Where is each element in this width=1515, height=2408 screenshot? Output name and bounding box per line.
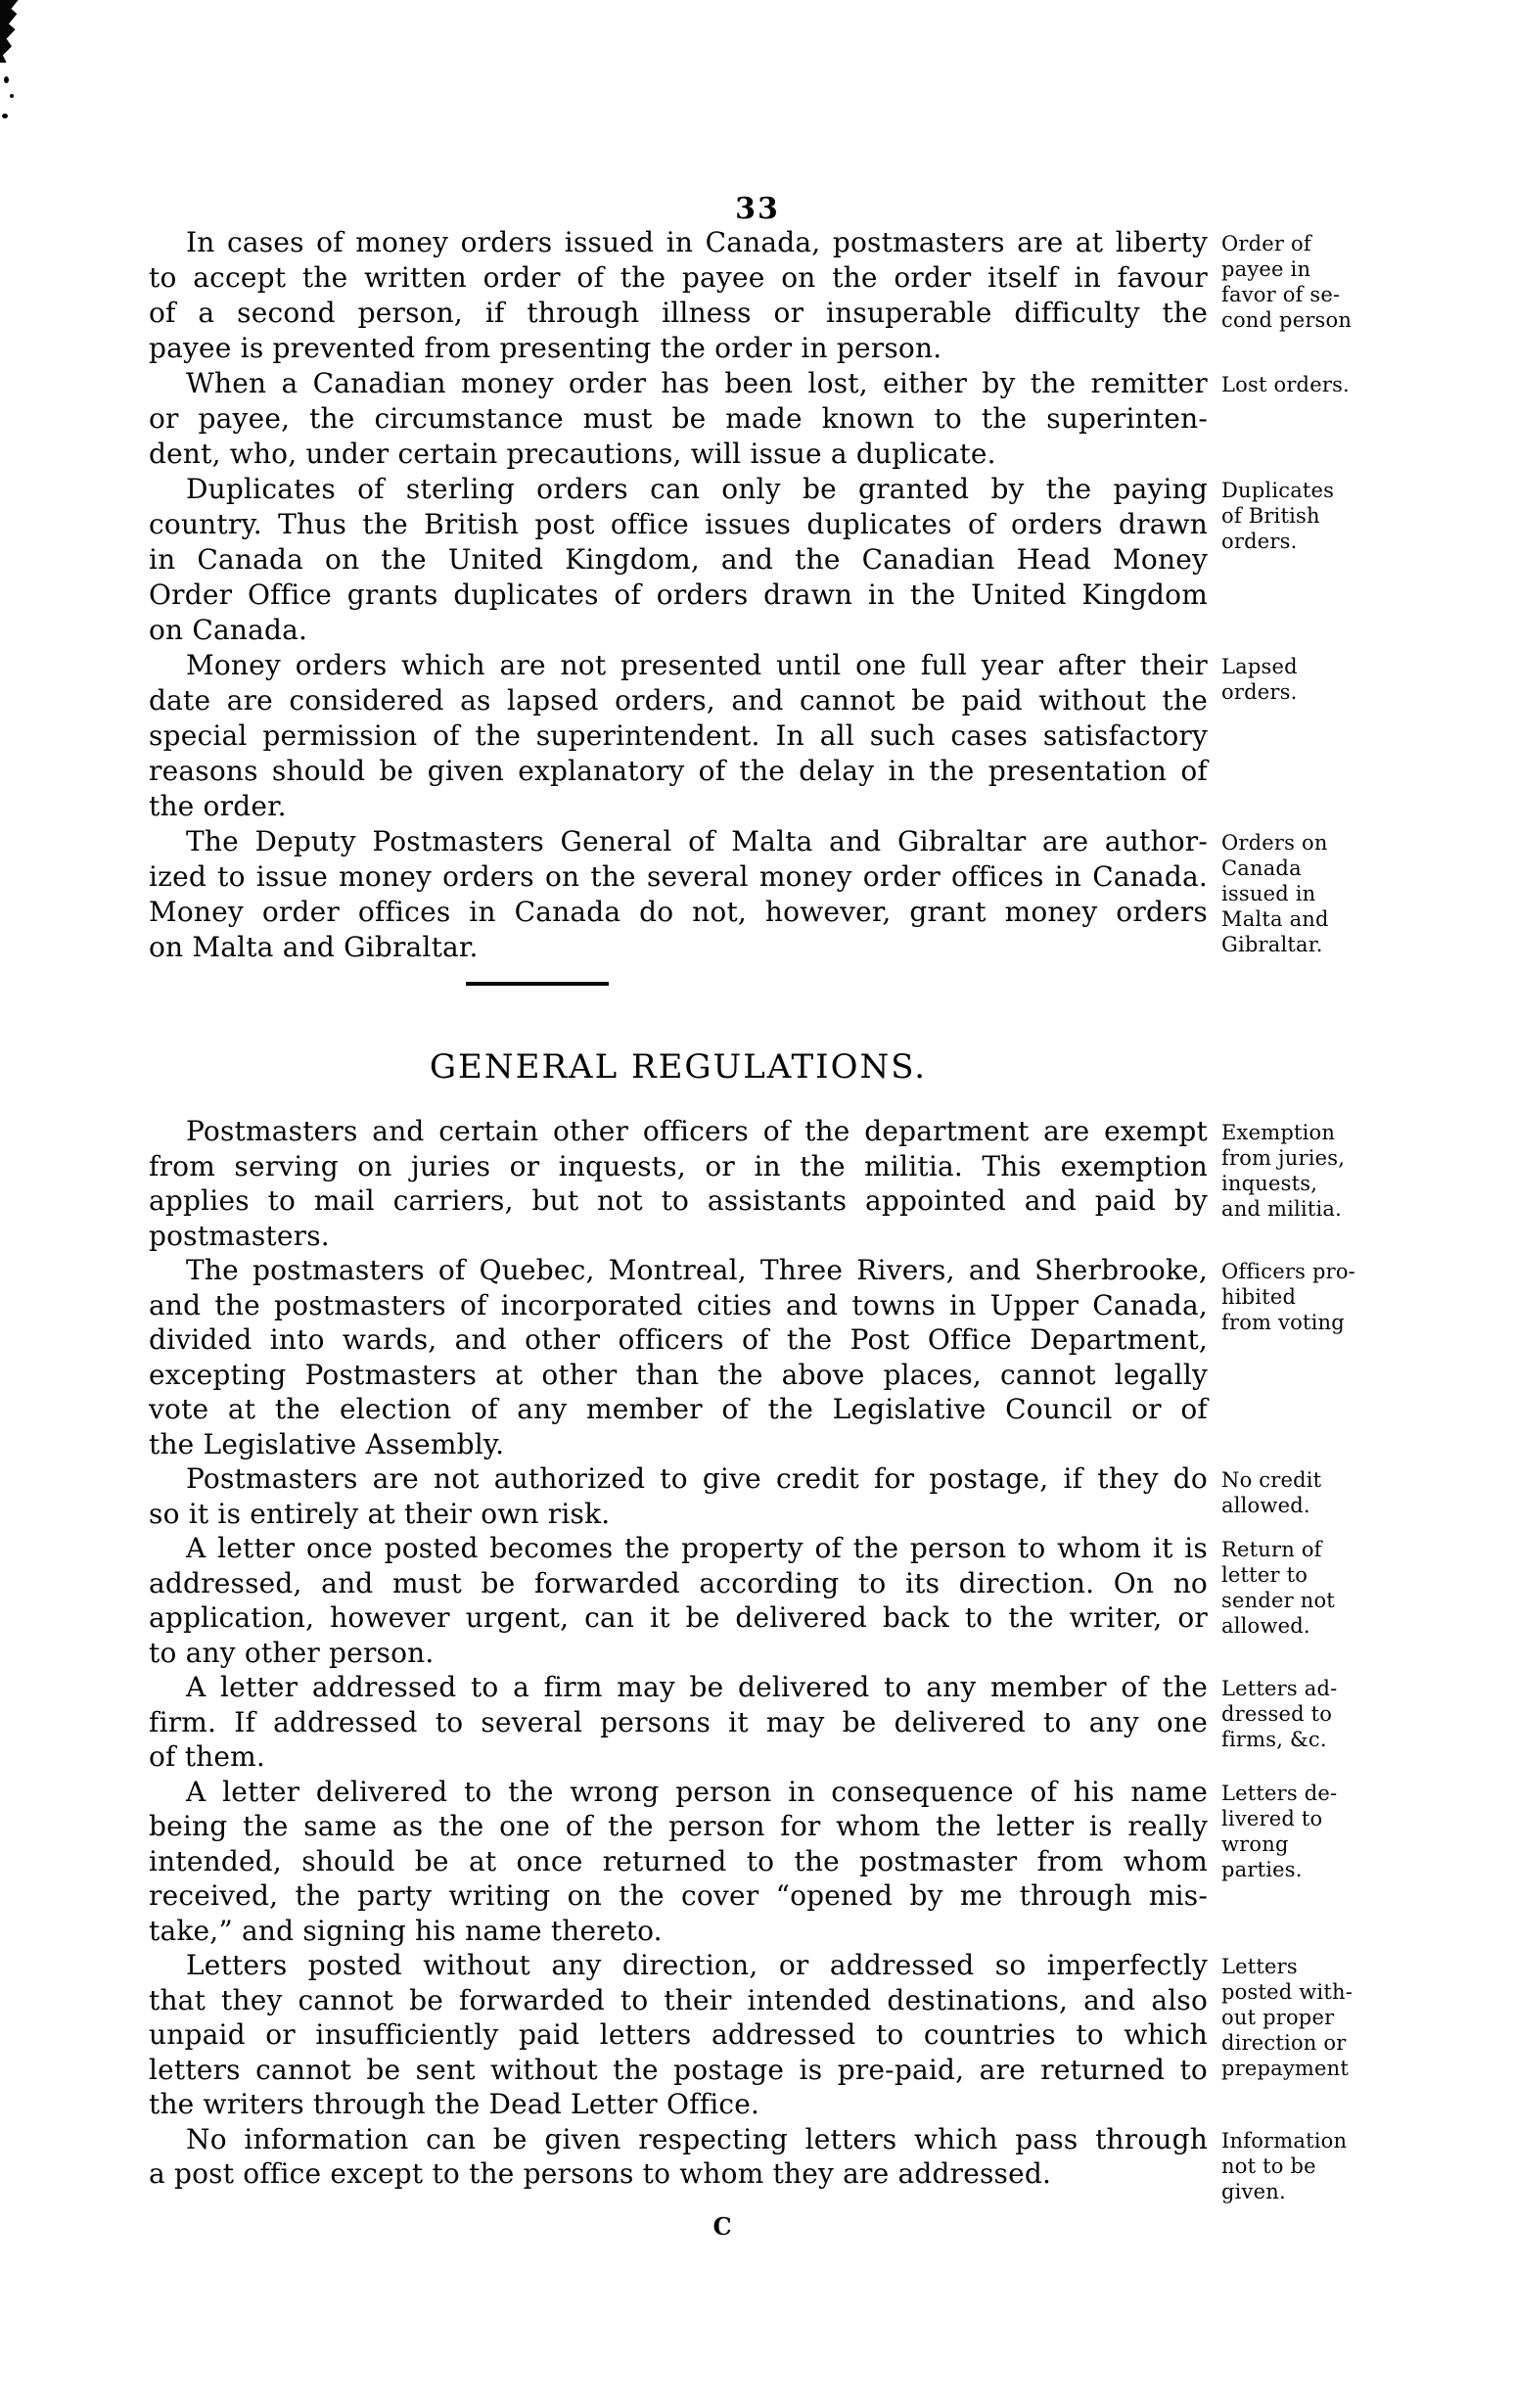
text-line: Duplicates of sterling orders can only be granted by the paying: [186, 473, 1208, 505]
text-line: applies to mail carriers, but not to assistants appointed and paid by: [149, 1184, 1208, 1217]
paragraph: [149, 2122, 1208, 2192]
text-line: to any other person.: [149, 1636, 435, 1669]
paragraph-row: [0, 472, 1515, 648]
sidenote-line: firms, &c.: [1221, 1728, 1327, 1751]
sidenote-line: Return of: [1221, 1538, 1322, 1561]
sidenote-line: issued in: [1221, 882, 1316, 905]
text-line: ized to issue money orders on the several money order offices in Canada.: [149, 860, 1208, 893]
text-line: on Canada.: [149, 614, 308, 646]
text-line: Money order offices in Canada do not, however, grant money orders: [149, 896, 1208, 928]
sidenote-line: and militia.: [1221, 1197, 1342, 1221]
text-line: excepting Postmasters at other than the above places, cannot legally: [149, 1358, 1208, 1391]
marginal-sidenote: [1221, 648, 1413, 705]
page-content: [0, 225, 1515, 2241]
sidenote-line: not to be: [1221, 2153, 1316, 2178]
marginal-sidenote: [1221, 1461, 1413, 1518]
text-line: letters cannot be sent without the postage is pre-paid, are returned to: [149, 2053, 1208, 2086]
text-line: A letter once posted becomes the property of the person to whom it is: [186, 1532, 1208, 1564]
sidenote-line: payee in: [1221, 257, 1311, 281]
text-line: Money orders which are not presented until one full year after their: [186, 649, 1208, 681]
sidenote-line: Duplicates: [1221, 479, 1335, 502]
sidenote-line: of British: [1221, 504, 1320, 528]
marginal-sidenote: [1221, 824, 1413, 957]
sidenote-line: Gibraltar.: [1221, 933, 1323, 956]
paragraph-row: [0, 2122, 1515, 2204]
paragraph-row: [0, 1948, 1515, 2122]
sidenote-line: Orders on: [1221, 831, 1328, 855]
paragraph: [149, 1253, 1208, 1461]
paragraph: [149, 1461, 1208, 1531]
sidenote-line: Malta and: [1221, 907, 1329, 931]
marginal-sidenote: [1221, 1114, 1413, 1222]
printer-signature-mark: C: [712, 2211, 732, 2241]
paragraph: [149, 1114, 1208, 1253]
sidenote-line: Letters de-: [1221, 1781, 1338, 1805]
sidenote-line: Letters: [1221, 1955, 1298, 1978]
text-line: When a Canadian money order has been lost, either by the remitter: [186, 367, 1208, 399]
sidenote-line: prepayment: [1221, 2057, 1350, 2080]
sidenote-line: from juries,: [1221, 1146, 1346, 1170]
sidenote-line: inquests,: [1221, 1172, 1318, 1195]
sidenote-line: from voting: [1221, 1311, 1345, 1334]
paragraph: [149, 1531, 1208, 1670]
ink-speck-decoration: [2, 114, 8, 118]
paragraph: [149, 824, 1208, 965]
sidenote-line: Information: [1221, 2128, 1348, 2153]
sidenote-line: wrong: [1221, 1831, 1289, 1856]
paragraph-row: [0, 1531, 1515, 1670]
section-heading: GENERAL REGULATIONS.: [429, 1047, 928, 1087]
paragraph: [149, 225, 1208, 366]
text-line: A letter delivered to the wrong person in consequence of his name: [186, 1775, 1208, 1808]
paragraph-row: [0, 225, 1515, 366]
text-line: addressed, and must be forwarded according to its direction. On no: [149, 1566, 1208, 1599]
text-line: firm. If addressed to several persons it may be delivered to any one: [149, 1705, 1208, 1738]
paragraph-row: [0, 1670, 1515, 1775]
text-line: or payee, the circumstance must be made known to the superinten-: [149, 402, 1208, 435]
paragraph: [149, 1948, 1208, 2122]
sidenote-line: Letters ad-: [1221, 1677, 1338, 1700]
sidenote-line: Lost orders.: [1221, 373, 1350, 396]
sidenote-line: Officers pro-: [1221, 1260, 1355, 1283]
paragraph: [149, 366, 1208, 472]
sidenote-line: Lapsed: [1221, 655, 1298, 678]
text-line: Letters posted without any direction, or addressed so imperfectly: [186, 1949, 1208, 1981]
money-orders-section: [0, 225, 1515, 965]
marginal-sidenote: [1221, 472, 1413, 554]
text-line: the order.: [149, 790, 287, 822]
text-line: country. Thus the British post office issues duplicates of orders drawn: [149, 508, 1208, 540]
section-divider-rule: [466, 982, 609, 986]
text-line: take,” and signing his name thereto.: [149, 1914, 663, 1947]
sidenote-line: cond person: [1221, 308, 1353, 332]
paragraph: [149, 1775, 1208, 1949]
text-line: The Deputy Postmasters General of Malta and Gibraltar are author-: [186, 825, 1208, 857]
text-line: payee is prevented from presenting the order in person.: [149, 332, 942, 364]
text-line: on Malta and Gibraltar.: [149, 931, 479, 963]
sidenote-line: sender not: [1221, 1589, 1335, 1612]
ink-speck-decoration: [10, 94, 14, 98]
marginal-sidenote: [1221, 2122, 1413, 2204]
paragraph-row: [0, 648, 1515, 824]
text-line: to accept the written order of the payee on the order itself in favour: [149, 261, 1208, 294]
sidenote-line: allowed.: [1221, 1614, 1310, 1638]
text-line: The postmasters of Quebec, Montreal, Three Rivers, and Sherbrooke,: [186, 1254, 1208, 1286]
page-number: 33: [735, 192, 780, 226]
text-line: Postmasters and certain other officers of the department are exempt: [186, 1115, 1208, 1147]
text-line: Postmasters are not authorized to give credit for postage, if they do: [186, 1462, 1208, 1495]
marginal-sidenote: [1221, 1948, 1413, 2081]
paragraph: [149, 648, 1208, 824]
text-line: so it is entirely at their own risk.: [149, 1497, 611, 1530]
text-line: Order Office grants duplicates of orders drawn in the United Kingdom: [149, 579, 1208, 611]
text-line: application, however urgent, can it be delivered back to the writer, or: [149, 1601, 1208, 1634]
paragraph-row: [0, 824, 1515, 965]
text-line: and the postmasters of incorporated cities and towns in Upper Canada,: [149, 1288, 1208, 1321]
sidenote-line: given.: [1221, 2179, 1286, 2203]
sidenote-line: Order of: [1221, 232, 1311, 255]
sidenote-line: out proper: [1221, 2006, 1335, 2029]
sidenote-line: orders.: [1221, 680, 1298, 704]
text-line: postmasters.: [149, 1219, 330, 1252]
sidenote-line: Exemption: [1221, 1121, 1336, 1144]
text-line: special permission of the superintendent. In all such cases satisfactory: [149, 719, 1208, 752]
sidenote-line: No credit: [1221, 1468, 1322, 1492]
text-line: unpaid or insufficiently paid letters addressed to countries to which: [149, 2018, 1208, 2051]
ink-speck-decoration: [4, 76, 9, 83]
marginal-sidenote: [1221, 1531, 1413, 1639]
text-line: the Legislative Assembly.: [149, 1427, 505, 1460]
marginal-sidenote: [1221, 1775, 1413, 1882]
marginal-sidenote: [1221, 225, 1413, 333]
text-line: from serving on juries or inquests, or in the militia. This exemption: [149, 1149, 1208, 1182]
marginal-sidenote: [1221, 1253, 1413, 1335]
text-line: reasons should be given explanatory of the delay in the presentation of: [149, 755, 1208, 787]
text-line: a post office except to the persons to whom they are addressed.: [149, 2157, 1052, 2190]
text-line: the writers through the Dead Letter Office.: [149, 2088, 760, 2120]
paragraph-row: [0, 1461, 1515, 1531]
sidenote-line: direction or: [1221, 2031, 1347, 2055]
text-line: being the same as the one of the person for whom the letter is really: [149, 1810, 1208, 1842]
paragraph-row: [0, 366, 1515, 472]
text-line: date are considered as lapsed orders, and cannot be paid without the: [149, 684, 1208, 717]
marginal-sidenote: [1221, 366, 1413, 397]
text-line: dent, who, under certain precautions, will issue a duplicate.: [149, 438, 996, 470]
text-line: received, the party writing on the cover “opened by me through mis-: [149, 1879, 1208, 1912]
sidenote-line: posted with-: [1221, 1980, 1353, 2004]
general-regulations-section: [0, 1114, 1515, 2204]
marginal-sidenote: [1221, 1670, 1413, 1752]
text-line: In cases of money orders issued in Canada, postmasters are at liberty: [186, 226, 1208, 258]
sidenote-line: hibited: [1221, 1285, 1297, 1309]
sidenote-line: favor of se-: [1221, 283, 1341, 306]
text-line: No information can be given respecting letters which pass through: [186, 2122, 1208, 2155]
text-line: intended, should be at once returned to the postmaster from whom: [149, 1844, 1208, 1877]
paragraph-row: [0, 1775, 1515, 1949]
text-line: in Canada on the United Kingdom, and the Canadian Head Money: [149, 543, 1208, 576]
text-line: of them.: [149, 1740, 266, 1773]
paragraph-row: [0, 1114, 1515, 1253]
sidenote-line: allowed.: [1221, 1494, 1310, 1517]
text-line: vote at the election of any member of the Legislative Council or of: [149, 1393, 1208, 1425]
text-line: divided into wards, and other officers of the Post Office Department,: [149, 1323, 1208, 1356]
text-line: that they cannot be forwarded to their intended destinations, and also: [149, 1983, 1208, 2016]
text-line: A letter addressed to a firm may be delivered to any member of the: [186, 1671, 1208, 1703]
sidenote-line: letter to: [1221, 1563, 1308, 1587]
sidenote-line: Canada: [1221, 857, 1302, 880]
ink-smudge-decoration: [0, 0, 29, 63]
sidenote-line: parties.: [1221, 1857, 1303, 1881]
sidenote-line: livered to: [1221, 1806, 1323, 1830]
paragraph: [149, 1670, 1208, 1775]
sidenote-line: dressed to: [1221, 1702, 1333, 1726]
paragraph-row: [0, 1253, 1515, 1461]
paragraph: [149, 472, 1208, 648]
sidenote-line: orders.: [1221, 530, 1298, 553]
text-line: of a second person, if through illness or insuperable difficulty the: [149, 297, 1208, 329]
